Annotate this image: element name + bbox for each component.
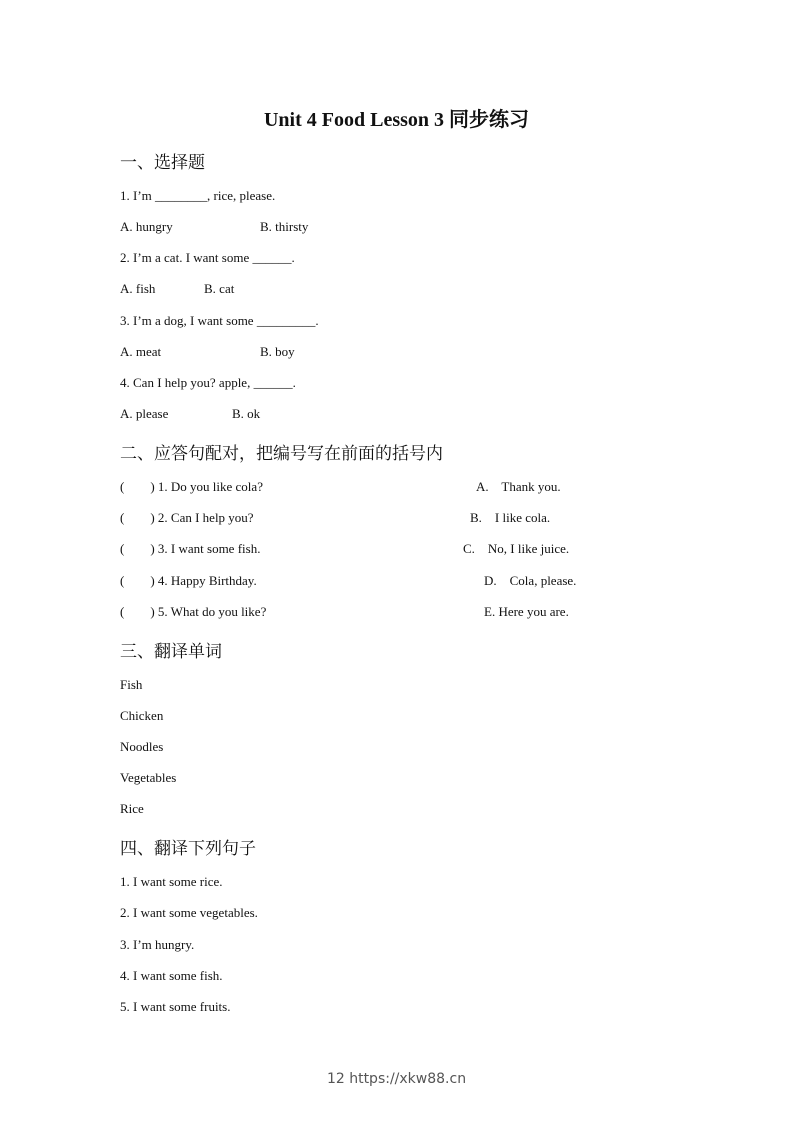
sentence-2: 2. I want some vegetables. bbox=[120, 905, 258, 920]
q2-option-b: B. cat bbox=[204, 281, 235, 296]
match-answer-e: E. Here you are. bbox=[484, 604, 569, 619]
q3-option-a: A. meat bbox=[120, 344, 162, 359]
sentence-1: 1. I want some rice. bbox=[120, 874, 223, 889]
word-1: Fish bbox=[120, 677, 143, 692]
question-1: 1. I’m ________, rice, please. bbox=[120, 188, 276, 203]
sentence-4: 4. I want some fish. bbox=[120, 968, 223, 983]
word-2: Chicken bbox=[120, 708, 164, 723]
page-title: Unit 4 Food Lesson 3 同步练习 bbox=[263, 109, 530, 131]
question-3: 3. I’m a dog, I want some _________. bbox=[120, 313, 319, 328]
match-answer-d: D. Cola, please. bbox=[484, 573, 577, 588]
q4-option-b: B. ok bbox=[232, 406, 261, 421]
match-question-4: ( ) 4. Happy Birthday. bbox=[120, 573, 257, 588]
match-question-5: ( ) 5. What do you like? bbox=[120, 604, 267, 619]
q1-option-a: A. hungry bbox=[120, 219, 173, 234]
q2-option-a: A. fish bbox=[120, 281, 156, 296]
question-2: 2. I’m a cat. I want some ______. bbox=[120, 250, 295, 265]
section-3-heading: 三、翻译单词 bbox=[120, 642, 222, 662]
page-footer: 12 https://xkw88.cn bbox=[326, 1071, 467, 1087]
section-2-heading: 二、应答句配对，把编号写在前面的括号内 bbox=[120, 444, 443, 464]
word-3: Noodles bbox=[120, 739, 164, 754]
question-4: 4. Can I help you? apple, ______. bbox=[120, 375, 296, 390]
word-5: Rice bbox=[120, 801, 144, 816]
match-question-2: ( ) 2. Can I help you? bbox=[120, 510, 254, 525]
match-question-1: ( ) 1. Do you like cola? bbox=[120, 479, 263, 494]
match-answer-a: A. Thank you. bbox=[476, 479, 561, 494]
match-question-3: ( ) 3. I want some fish. bbox=[120, 541, 261, 556]
sentence-3: 3. I’m hungry. bbox=[120, 937, 195, 952]
sentence-5: 5. I want some fruits. bbox=[120, 999, 231, 1014]
match-answer-b: B. I like cola. bbox=[470, 510, 551, 525]
q4-option-a: A. please bbox=[120, 406, 169, 421]
q1-option-b: B. thirsty bbox=[260, 219, 309, 234]
section-4-heading: 四、翻译下列句子 bbox=[120, 839, 256, 859]
q3-option-b: B. boy bbox=[260, 344, 295, 359]
word-4: Vegetables bbox=[120, 770, 177, 785]
section-1-heading: 一、选择题 bbox=[120, 153, 205, 173]
match-answer-c: C. No, I like juice. bbox=[463, 541, 570, 556]
